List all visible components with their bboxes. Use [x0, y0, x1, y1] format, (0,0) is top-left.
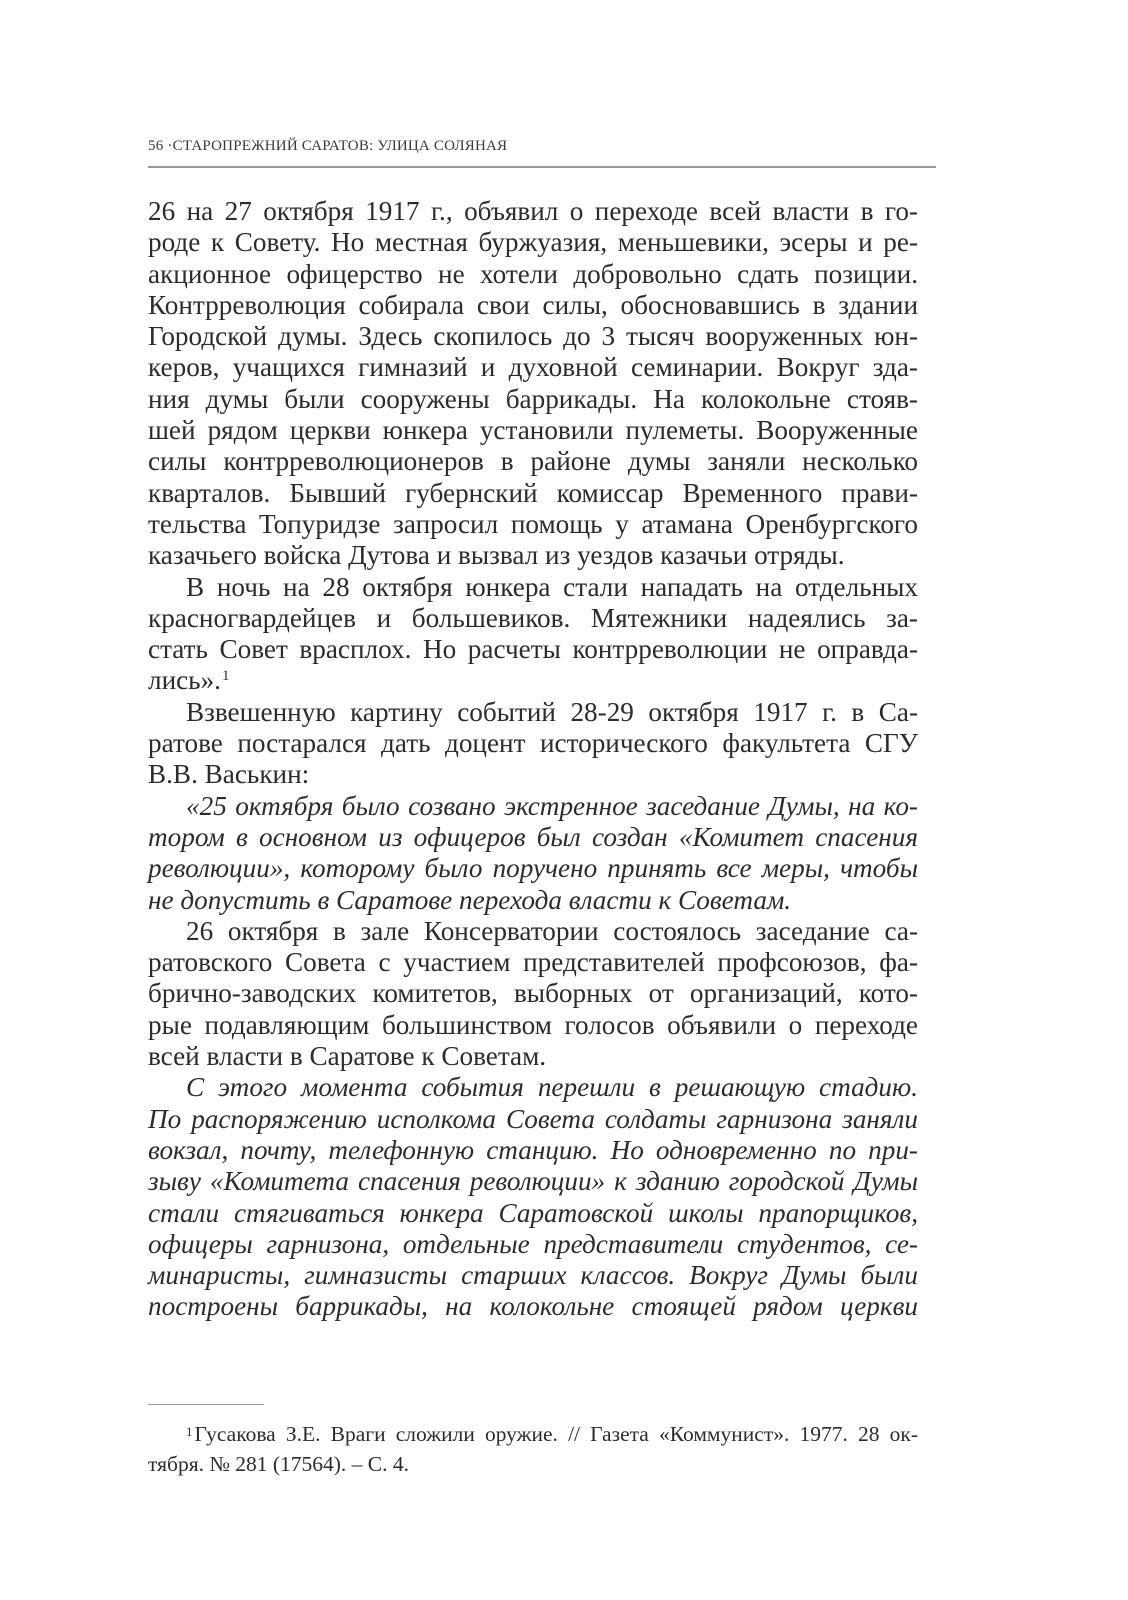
text-line: ния думы были сооружены баррикады. На колокольне стояв-: [148, 383, 918, 414]
text-line: кварталов. Бывший губернский комиссар Временного прави-: [148, 477, 918, 508]
quote-line: минаристы, гимназисты старших классов. Вокруг Думы были: [148, 1260, 918, 1291]
text-line: силы контрреволюционеров в районе думы заняли несколько: [148, 446, 918, 477]
text-line: казачьего войска Дутова и вызвал из уездов казачьи отряды.: [148, 540, 845, 571]
quote-line: зыву «Комитета спасения революции» к зданию городской Думы: [148, 1166, 918, 1197]
quote-line: стали стягиваться юнкера Саратовской школы прапорщиков,: [148, 1197, 918, 1228]
footnote-number: 1: [186, 1424, 193, 1439]
text-line: 26 на 27 октября 1917 г., объявил о переходе всей власти в го-: [148, 196, 918, 226]
text-line: брично-заводских комитетов, выборных от организаций, кото-: [148, 978, 918, 1009]
footnote-rule: [148, 1404, 264, 1405]
footnote-text: Гусакова З.Е. Враги сложили оружие. // Газета «Коммунист». 1977. 28 ок-: [194, 1422, 918, 1446]
text-line: стать Совет врасплох. Но расчеты контрреволюции не оправда-: [148, 634, 918, 665]
quote-line: С этого момента события перешли в решающую стадию.: [186, 1072, 918, 1103]
text-line: красногвардейцев и большевиков. Мятежники надеялись за-: [148, 602, 918, 633]
footnote-line: [148, 1419, 918, 1449]
footnote-reference[interactable]: 1: [221, 668, 230, 685]
text-line-with-footnote: [148, 665, 918, 696]
running-title: СТАРОПРЕЖНИЙ САРАТОВ: УЛИЦА СОЛЯНАЯ: [172, 138, 508, 154]
text-line: В ночь на 28 октября юнкера стали нападать на отдельных: [186, 571, 918, 602]
text-line: роде к Совету. Но местная буржуазия, меньшевики, эсеры и ре-: [148, 227, 918, 258]
quote-line: По распоряжению исполкома Совета солдаты гарнизона заняли: [148, 1103, 918, 1134]
text-line: В.В. Васькин:: [148, 759, 310, 790]
text-line: Городской думы. Здесь скопилось до 3 тысяч вооруженных юн-: [148, 321, 918, 352]
quote-line: офицеры гарнизона, отдельные представители студентов, се-: [148, 1228, 918, 1259]
quote-line: вокзал, почту, телефонную станцию. Но одновременно по при-: [148, 1134, 918, 1165]
text-line: ратовского Совета с участием представителей профсоюзов, фа-: [148, 947, 918, 978]
text-line: шей рядом церкви юнкера установили пулеметы. Вооруженные: [148, 415, 918, 446]
text-line: тельства Топуридзе запросил помощь у атамана Оренбургского: [148, 508, 918, 539]
text-line: лись».: [148, 665, 221, 696]
quote-line: «25 октября было созвано экстренное заседание Думы, на ко-: [186, 790, 918, 821]
page-number: 56: [148, 138, 164, 154]
text-line: ратове постарался дать доцент исторического факультета СГУ: [148, 728, 918, 759]
quote-line: не допустить в Саратове перехода власти к Советам.: [148, 884, 792, 915]
text-line: 26 октября в зале Консерватории состоялось заседание са-: [186, 915, 918, 946]
text-line: Контрреволюция собирала свои силы, обосновавшись в здании: [148, 289, 918, 320]
text-line: акционное офицерство не хотели добровольно сдать позиции.: [148, 258, 918, 289]
quote-line: построены баррикады, на колокольне стоящей рядом церкви: [148, 1291, 918, 1322]
running-head-separator: ·: [167, 138, 173, 154]
text-line: Взвешенную картину событий 28-29 октября 1917 г. в Са-: [186, 696, 918, 727]
body-text: [148, 196, 918, 1323]
footnote: [148, 1419, 918, 1479]
text-line: керов, учащихся гимназий и духовной семинарии. Вокруг зда-: [148, 352, 918, 383]
quote-line: тором в основном из офицеров был создан «Комитет спасения: [148, 821, 918, 852]
text-line: рые подавляющим большинством голосов объявили о переходе: [148, 1009, 918, 1040]
header-rule: [148, 166, 936, 168]
footnote-line: тября. № 281 (17564). – С. 4.: [148, 1452, 410, 1476]
text-line: всей власти в Саратове к Советам.: [148, 1041, 547, 1072]
quote-line: революции», которому было поручено принять все меры, чтобы: [148, 853, 918, 884]
running-head: [148, 138, 507, 155]
